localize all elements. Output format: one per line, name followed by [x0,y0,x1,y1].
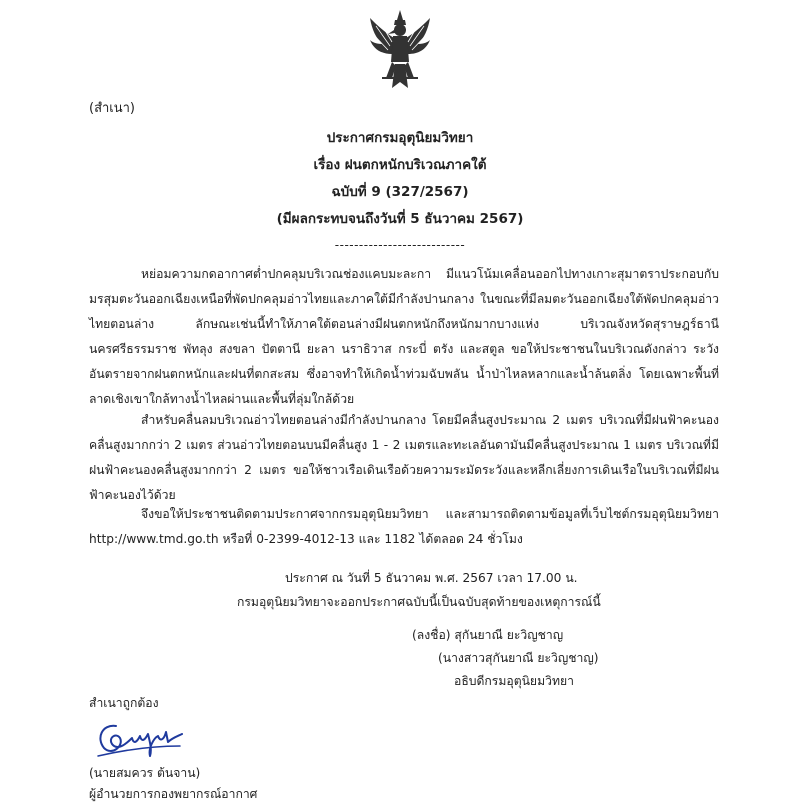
signatory-block [400,624,680,693]
certifier-name: (นายสมควร ต้นจาน) [89,766,201,780]
final-issue-note: กรมอุตุนิยมวิทยาจะออกประกาศฉบับนี้เป็นฉบับสุดท้ายของเหตุการณ์นี้ [237,595,601,609]
issue-number: ฉบับที่ 9 (327/2567) [331,184,469,200]
paragraph-3-text: จึงขอให้ประชาชนติดตามประกาศจากกรมอุตุนิยมวิทยา และสามารถติดตามข้อมูลที่เว็บไซต์กรมอุตุนิยมวิทยา http://www.tmd.go.th หรือที่ 0-2399-4012-13 และ 1182 ได้ตลอด 24 ชั่วโมง [89,507,719,546]
certified-copy-label: สำเนาถูกต้อง [89,696,159,710]
paragraph-2-text: สำหรับคลื่นลมบริเวณอ่าวไทยตอนล่างมีกำลังปานกลาง โดยมีคลื่นสูงประมาณ 2 เมตร บริเวณที่มีฝนฟ้าคะนองคลื่นสูงมากกว่า 2 เมตร ส่วนอ่าวไทยตอนบนมีคลื่นสูง 1 - 2 เมตรและทะเลอันดามันมีคลื่นสูงประมาณ 1 เมตร บริเวณที่มีฝนฟ้าคะนองคลื่นสูงมากกว่า 2 เมตร ขอให้ชาวเรือเดินเรือด้วยความระมัดระวังและหลีกเลี่ยงการเดินเรือในบริเวณที่มีฝนฟ้าคะนองไว้ด้วย [89,413,719,502]
effective-period: (มีผลกระทบจนถึงวันที่ 5 ธันวาคม 2567) [276,211,524,227]
signatory-full-name: (นางสาวสุกันยาณี ยะวิญชาญ) [438,651,599,665]
paragraph-1-text: หย่อมความกดอากาศต่ำปกคลุมบริเวณช่องแคบมะละกา มีแนวโน้มเคลื่อนออกไปทางเกาะสุมาตราประกอบกับมรสุมตะวันออกเฉียงเหนือที่พัดปกคลุมอ่าวไทยและภาคใต้มีกำลังปานกลาง ในขณะที่มีลมตะวันออกเฉียงใต้พัดปกคลุมอ่าวไทยตอนล่าง ลักษณะเช่นนี้ทำให้ภาคใต้ตอนล่างมีฝนตกหนักถึงหนักมากบางแห่ง บริเวณจังหวัดสุราษฎร์ธานี นครศรีธรรมราช พัทลุง สงขลา ปัตตานี ยะลา นราธิวาส กระบี่ ตรัง และสตูล ขอให้ประชาชนในบริเวณดังกล่าว ระวังอันตรายจากฝนตกหนักและฝนที่ตกสะสม ซึ่งอาจทำให้เกิดน้ำท่วมฉับพลัน น้ำป่าไหลหลากและน้ำล้นตลิ่ง โดยเฉพาะพื้นที่ลาดเชิงเขาใกล้ทางน้ำไหลผ่านและพื้นที่ลุ่มใกล้ด้วย [89,267,719,406]
issue-date: ประกาศ ณ วันที่ 5 ธันวาคม พ.ศ. 2567 เวลา 17.00 น. [285,571,578,585]
certifier-title: ผู้อำนวยการกองพยากรณ์อากาศ [89,787,258,801]
copy-tag: (สำเนา) [89,101,136,116]
divider-line: --------------------------- [334,238,466,252]
signatory-signed: (ลงชื่อ) สุกันยาณี ยะวิญชาญ [412,628,564,642]
garuda-emblem-icon [368,8,432,92]
announcement-title: ประกาศกรมอุตุนิยมวิทยา [326,130,474,146]
paragraph-weather-summary [89,262,719,412]
issue-info [237,566,657,614]
paragraph-follow-up [89,502,719,552]
announcement-subject: เรื่อง ฝนตกหนักบริเวณภาคใต้ [313,157,487,173]
signatory-position: อธิบดีกรมอุตุนิยมวิทยา [454,674,574,688]
announcement-heading [0,125,800,233]
paragraph-wave-warning [89,408,719,508]
handwritten-signature-icon [94,716,186,760]
